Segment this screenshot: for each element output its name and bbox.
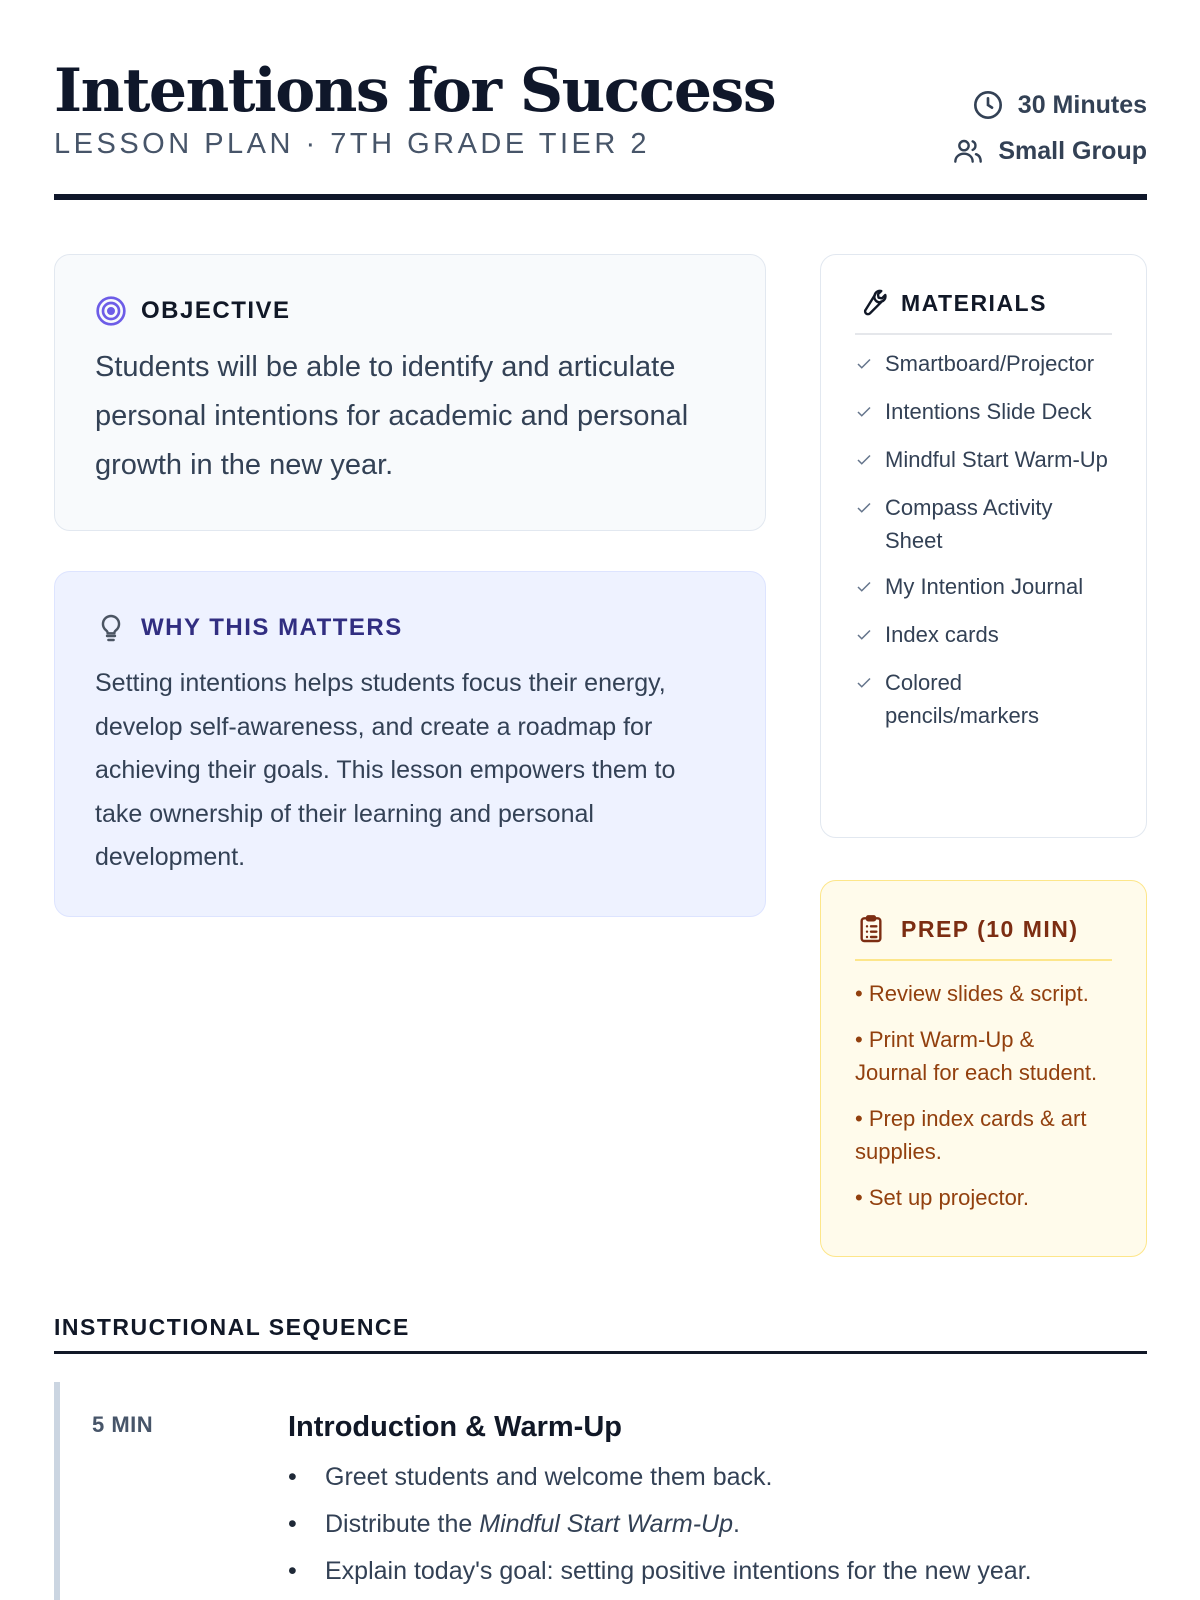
list-item: Compass Activity Sheet [855,491,1112,557]
list-item: • Distribute the Mindful Start Warm-Up. [288,1510,740,1538]
objective-heading-label: OBJECTIVE [141,297,291,324]
check-icon [855,626,873,644]
list-item: Smartboard/Projector [855,347,1112,382]
step-body [288,1406,1118,1595]
lesson-header [54,56,1147,204]
check-icon [855,451,873,469]
list-item: Mindful Start Warm-Up [855,443,1112,478]
lightbulb-icon [95,612,127,644]
step-time: 5 MIN [92,1412,154,1437]
group-label: Small Group [998,136,1147,165]
wrench-icon [855,287,887,319]
check-icon [855,674,873,692]
objective-heading [95,291,725,331]
objective-card [54,254,766,531]
list-item: Index cards [855,618,1112,653]
page-title: Intentions for Success [54,56,776,126]
clock-icon [972,89,1004,121]
header-divider [54,194,1147,200]
sequence-heading: INSTRUCTIONAL SEQUENCE [54,1314,410,1340]
list-item: Intentions Slide Deck [855,395,1112,430]
check-icon [855,499,873,517]
list-item: • Review slides & script. [855,981,1089,1006]
check-icon [855,355,873,373]
why-text: Setting intentions helps students focus their energy, develop self-awareness, and create a roadmap for achieving their goals. This lesson empowers them to take ownership of their learning and personal development. [95,669,676,871]
check-icon [855,578,873,596]
why-heading [95,608,725,648]
list-item: • Print Warm-Up & Journal for each student. [855,1027,1098,1085]
materials-list [855,347,1112,732]
warmup-title: Mindful Start Warm-Up [479,1510,734,1538]
objective-text: Students will be able to identify and articulate personal intentions for academic and personal growth in the new year. [95,351,689,481]
prep-heading-label: PREP (10 MIN) [901,915,1079,942]
list-item: • Set up projector. [855,1185,1030,1210]
step-title: Introduction & Warm-Up [288,1411,622,1443]
list-item: • Greet students and welcome them back. [288,1463,773,1491]
materials-heading-label: MATERIALS [901,289,1047,316]
materials-heading [855,285,1112,335]
users-icon [952,135,984,167]
duration-label: 30 Minutes [1017,90,1147,119]
list-item: • Explain today's goal: setting positive intentions for the new year. [288,1557,1032,1585]
target-icon [95,295,127,327]
list-item: Colored pencils/markers [855,666,1112,732]
page-subtitle: LESSON PLAN · 7TH GRADE TIER 2 [54,128,650,160]
list-item: My Intention Journal [855,570,1112,605]
duration-row [952,82,1147,128]
materials-card [820,254,1147,838]
lesson-meta [952,82,1147,174]
step-bullets [288,1454,1118,1595]
why-card [54,571,766,917]
check-icon [855,403,873,421]
why-heading-label: WHY THIS MATTERS [141,614,403,641]
sequence-divider [54,1351,1147,1354]
prep-heading [855,911,1112,961]
prep-list [855,977,1112,1214]
clipboard-icon [855,913,887,945]
group-row [952,128,1147,174]
list-item: • Prep index cards & art supplies. [855,1106,1087,1164]
sequence-step [54,1382,1147,1600]
prep-card [820,880,1147,1257]
